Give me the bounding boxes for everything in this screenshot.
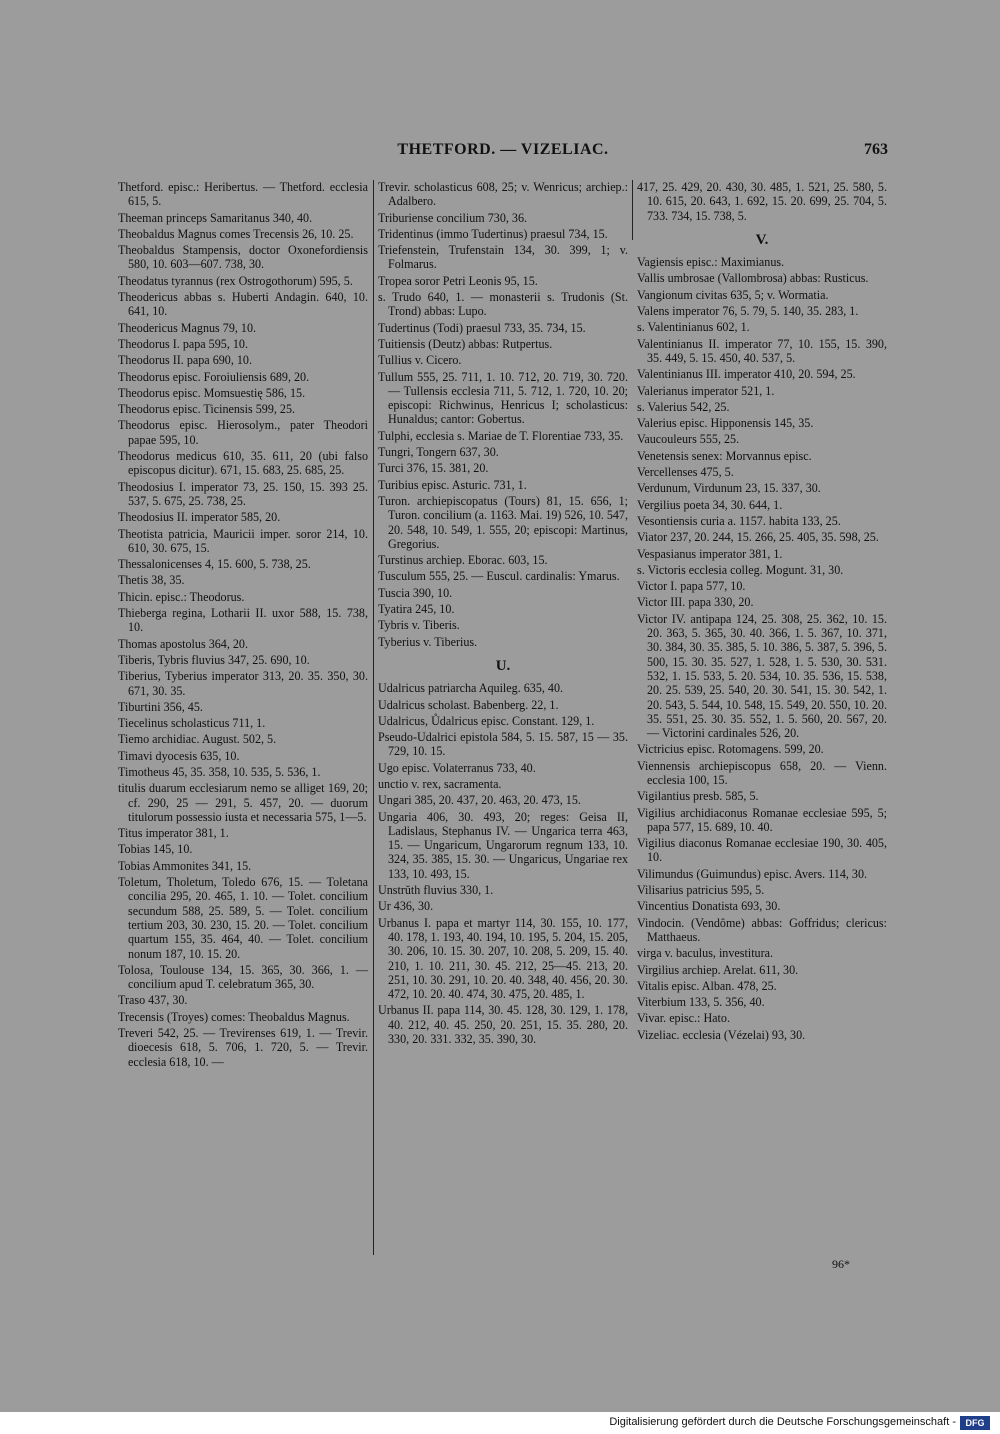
index-entry: s. Trudo 640, 1. — monasterii s. Trudonis (St. Trond) abbas: Lupo. [378,290,628,319]
index-entry: Viterbium 133, 5. 356, 40. [637,995,765,1010]
index-entry: Theodorus episc. Foroiuliensis 689, 20. [118,369,310,384]
index-entry: Ungari 385, 20. 437, 20. 463, 20. 473, 15. [378,793,581,808]
index-entry: Tridentinus (immo Tudertinus) praesul 734, 15. [378,226,608,241]
index-entry: Valerianus imperator 521, 1. [637,383,775,398]
index-entry: Vilisarius patricius 595, 5. [637,883,765,898]
index-entry: Vincentius Donatista 693, 30. [637,899,781,914]
index-entry: Ungaria 406, 30. 493, 20; reges: Geisa II, Ladislaus, Stephanus IV. — Ungarica terra 463, 15. — Ungaricum, Ungarorum regnum 133, 10. 324, 35. 385, 15. 30. — Ungaricus, Ungariae rex 133, 10. 493, 15. [378,809,628,881]
index-entry: Tyberius v. Tiberius. [378,634,478,649]
column-rule [632,180,633,240]
index-entry: Vizeliac. ecclesia (Vézelai) 93, 30. [637,1027,806,1042]
index-entry: Vergilius poeta 34, 30. 644, 1. [637,497,783,512]
index-entry: Theobaldus Stampensis, doctor Oxonefordiensis 580, 10. 603—607. 738, 30. [118,243,368,272]
index-entry: Tropea soror Petri Leonis 95, 15. [378,273,538,288]
index-entry: Theodericus abbas s. Huberti Andagin. 640, 10. 641, 10. [118,290,368,319]
index-entry: Thomas apostolus 364, 20. [118,636,249,651]
index-entry: Timotheus 45, 35. 358, 10. 535, 5. 536, 1. [118,764,321,779]
index-entry: Trevir. scholasticus 608, 25; v. Wenricus; archiep.: Adalbero. [378,180,628,209]
index-entry: Vigilantius presb. 585, 5. [637,789,759,804]
index-entry: Theodorus II. papa 690, 10. [118,353,253,368]
footer-bar [0,1412,1000,1434]
index-entry: Tullum 555, 25. 711, 1. 10. 712, 20. 719, 30. 720. — Tullensis ecclesia 711, 5. 712, 1. 720, 10. 20; episcopi: Richwinus, Henricus I; scholasticus: Hunaldus; cantor: Gobertus. [378,369,628,427]
index-entry: Theodericus Magnus 79, 10. [118,320,257,335]
index-entry: Theodosius I. imperator 73, 25. 150, 15. 393 25. 537, 5. 675, 25. 738, 25. [118,479,368,508]
index-entry: Traso 437, 30. [118,993,188,1008]
index-entry: Turci 376, 15. 381, 20. [378,461,489,476]
index-entry: Vitalis episc. Alban. 478, 25. [637,978,777,993]
index-entry: Vindocin. (Vendôme) abbas: Goffridus; clericus: Matthaeus. [637,915,887,944]
index-entry: Turon. archiepiscopatus (Tours) 81, 15. 656, 1; Turon. concilium (a. 1163. Mai. 19) 526, 10. 547, 20. 548, 10. 549, 1. 555, 20; episcopi: Martinus, Gregorius. [378,493,628,551]
index-entry: Udalricus scholast. Babenberg. 22, 1. [378,697,559,712]
index-entry: Theodatus tyrannus (rex Ostrogothorum) 595, 5. [118,273,353,288]
index-entry: titulis duarum ecclesiarum nemo se alliget 169, 20; cf. 290, 25 — 291, 5. 457, 20. — duorum titulorum possessio iusta et necessaria 575, 1—5. [118,781,368,824]
index-entry: Theotista patricia, Mauricii imper. soror 214, 10. 610, 30. 675, 15. [118,526,368,555]
index-entry: s. Valentinianus 602, 1. [637,320,750,335]
index-entry: Vigilius diaconus Romanae ecclesiae 190, 30. 405, 10. [637,836,887,865]
index-entry: Ur 436, 30. [378,899,434,914]
page-header [118,141,888,165]
index-entry: Ugo episc. Volaterranus 733, 40. [378,760,536,775]
index-entry: Theeman princeps Samaritanus 340, 40. [118,210,313,225]
index-entry: Theodorus I. papa 595, 10. [118,336,248,351]
index-entry: s. Valerius 542, 25. [637,399,730,414]
index-entry: Tyatira 245, 10. [378,602,455,617]
index-entry: Trecensis (Troyes) comes: Theobaldus Magnus. [118,1009,350,1024]
index-entry: Victor III. papa 330, 20. [637,595,754,610]
index-entry: Viennensis archiepiscopus 658, 20. — Vienn. ecclesia 100, 15. [637,758,887,787]
index-entry: Udalricus, Ůdalricus episc. Constant. 129, 1. [378,713,595,728]
index-entry: Theodosius II. imperator 585, 20. [118,510,281,525]
index-entry: Valentinianus III. imperator 410, 20. 594, 25. [637,367,856,382]
index-entry: Urbanus II. papa 114, 30. 45. 128, 30. 129, 1. 178, 40. 212, 40. 45. 250, 20. 251, 15. 35. 280, 20. 330, 20. 331. 332, 35. 390, 30. [378,1003,628,1047]
index-entry: Thetis 38, 35. [118,573,185,588]
index-entry: Unstrŭth fluvius 330, 1. [378,883,494,898]
index-entry: Pseudo-Udalrici epistola 584, 5. 15. 587, 15 — 35. 729, 10. 15. [378,730,628,759]
signature-mark: 96* [832,1257,850,1271]
index-entry: Thicin. episc.: Theodorus. [118,589,245,604]
section-letter: U. [495,657,511,674]
index-entry: Triburiense concilium 730, 36. [378,210,528,225]
index-entry: Tuitiensis (Deutz) abbas: Rutpertus. [378,336,553,351]
index-entry: Treveri 542, 25. — Trevirenses 619, 1. — Trevir. dioecesis 618, 5. 706, 1. 720, 5. — Trevir. ecclesia 618, 10. — [118,1026,368,1069]
index-entry: Tuscia 390, 10. [378,585,453,600]
index-entry: Urbanus I. papa et martyr 114, 30. 155, 10. 177, 40. 178, 1. 193, 40. 194, 10. 195, 5. 204, 15. 205, 30. 206, 10. 15. 30. 207, 10. 208, 5. 209, 15. 40. 210, 1. 10. 211, 30. 45. 212, 25—45. 213, 20. 251, 10. 30. 291, 10. 20. 40. 348, 40. 456, 20. 30. 472, 10. 20. 40. 474, 30. 475, 20. 485, 1. [378,915,628,1002]
index-entry: Turstinus archiep. Eborac. 603, 15. [378,553,548,568]
index-entry: Venetensis senex: Morvannus episc. [637,448,812,463]
index-entry: Vagiensis episc.: Maximianus. [637,255,785,270]
column-rule [373,180,374,1255]
index-entry: Victor I. papa 577, 10. [637,579,746,594]
index-entry: 417, 25. 429, 20. 430, 30. 485, 1. 521, 25. 580, 5. 10. 615, 20. 643, 1. 692, 15. 20. 699, 25. 704, 5. 733. 734, 15. 738, 5. [637,180,887,223]
index-entry: Tolosa, Toulouse 134, 15. 365, 30. 366, 1. — concilium apud T. celebratum 365, 30. [118,962,368,992]
index-entry: Toletum, Tholetum, Toledo 676, 15. — Toletana concilia 295, 20. 465, 1. 10. — Tolet. concilium secundum 588, 25. 589, 5. — Tolet. concilium tertium 203, 30. 230, 15. 20. — Tolet. concilium quartum 155, 35. 464, 40. — Tolet. concilium nonum 187, 10. 15. 20. [118,875,368,961]
index-entry: Triefenstein, Trufenstain 134, 30. 399, 1; v. Folmarus. [378,243,628,272]
index-entry: Valerius episc. Hipponensis 145, 35. [637,416,814,431]
index-entry: Tungri, Tongern 637, 30. [378,445,499,460]
index-entry: Vilimundus (Guimundus) episc. Avers. 114, 30. [637,866,868,881]
page-number: 763 [864,141,888,158]
index-entry: Theodorus episc. Ticinensis 599, 25. [118,402,296,417]
index-entry: Turibius episc. Asturic. 731, 1. [378,477,527,492]
index-entry: Timavi dyocesis 635, 10. [118,748,240,763]
index-entry: Tiemo archidiac. August. 502, 5. [118,732,277,747]
index-entry: Vercellenses 475, 5. [637,465,734,480]
index-entry: Udalricus patriarcha Aquileg. 635, 40. [378,681,564,696]
index-entry: s. Victoris ecclesia colleg. Mogunt. 31, 30. [637,562,844,577]
index-entry: Thessalonicenses 4, 15. 600, 5. 738, 25. [118,557,311,572]
index-entry: Valens imperator 76, 5. 79, 5. 140, 35. 283, 1. [637,304,859,319]
index-entry: Victor IV. antipapa 124, 25. 308, 25. 362, 10. 15. 20. 363, 5. 365, 30. 40. 366, 1. 5. 367, 10. 371, 30. 384, 30. 35. 385, 5. 10. 386, 5. 387, 5. 396, 5. 500, 15. 30. 35. 527, 1. 528, 1. 5. 530, 30. 531. 532, 1. 15. 533, 5. 20. 534, 10. 35. 536, 15. 538, 20. 25. 539, 25. 540, 20. 30. 541, 15. 30. 542, 1. 20. 543, 5. 544, 10. 548, 15. 549, 20. 550, 10. 20. 35. 551, 25. 30. 35. 552, 1. 5. 560, 20. 567, 20. — Victorini cardinales 526, 20. [637,611,887,741]
dfg-logo: DFG [960,1416,990,1430]
index-entry: Tobias Ammonites 341, 15. [118,858,252,873]
index-entry: Tiecelinus scholasticus 711, 1. [118,716,266,731]
index-entry: Vespasianus imperator 381, 1. [637,546,783,561]
index-entry: Virgilius archiep. Arelat. 611, 30. [637,962,799,977]
funding-notice: Digitalisierung gefördert durch die Deutsche Forschungsgemeinschaft - [609,1416,956,1428]
index-entry: unctio v. rex, sacramenta. [378,776,502,791]
section-letter: V. [755,231,769,248]
index-entry: Vaucouleurs 555, 25. [637,432,740,447]
index-column-1 [118,180,368,1071]
index-entry: Vesontiensis curia a. 1157. habita 133, 25. [637,513,841,528]
index-entry: Tobias 145, 10. [118,842,193,857]
index-entry: Tybris v. Tiberis. [378,618,460,633]
index-entry: Thieberga regina, Lotharii II. uxor 588, 15. 738, 10. [118,606,368,635]
index-entry: Tudertinus (Todi) praesul 733, 35. 734, 15. [378,320,586,335]
index-entry: Thetford. episc.: Heribertus. — Thetford. ecclesia 615, 5. [118,180,368,209]
index-entry: Verdunum, Virdunum 23, 15. 337, 30. [637,481,821,496]
index-entry: Theodorus medicus 610, 35. 611, 20 (ubi falso episcopus dicitur). 671, 15. 683, 25. 685, 25. [118,449,368,478]
running-title: THETFORD. — VIZELIAC. [397,141,609,158]
index-entry: Vigilius archidiaconus Romanae ecclesiae 595, 5; papa 577, 15. 689, 10. 40. [637,805,887,834]
index-entry: Tiberius, Tyberius imperator 313, 20. 35. 350, 30. 671, 30. 35. [118,669,368,698]
index-entry: Vallis umbrosae (Vallombrosa) abbas: Rusticus. [637,271,869,286]
index-entry: Vivar. episc.: Hato. [637,1011,730,1026]
index-entry: virga v. baculus, investitura. [637,946,774,961]
index-entry: Tulphi, ecclesia s. Mariae de T. Florentiae 733, 35. [378,428,624,443]
index-entry: Theobaldus Magnus comes Trecensis 26, 10. 25. [118,226,354,241]
index-column-2 [378,180,628,1048]
index-entry: Victricius episc. Rotomagens. 599, 20. [637,742,824,757]
index-entry: Tiburtini 356, 45. [118,699,203,714]
index-entry: Tusculum 555, 25. — Euscul. cardinalis: Ymarus. [378,569,620,584]
index-entry: Theodorus episc. Momsuestię 586, 15. [118,385,306,400]
index-entry: Theodorus episc. Hierosolym., pater Theodori papae 595, 10. [118,418,368,447]
index-entry: Tiberis, Tybris fluvius 347, 25. 690, 10. [118,652,310,667]
index-entry: Viator 237, 20. 244, 15. 266, 25. 405, 35. 598, 25. [637,530,879,545]
index-entry: Titus imperator 381, 1. [118,826,229,841]
index-entry: Valentinianus II. imperator 77, 10. 155, 15. 390, 35. 449, 5. 15. 450, 40. 537, 5. [637,336,887,365]
index-entry: Vangionum civitas 635, 5; v. Wormatia. [637,287,829,302]
index-entry: Tullius v. Cicero. [378,353,462,368]
index-column-3 [637,180,887,1044]
